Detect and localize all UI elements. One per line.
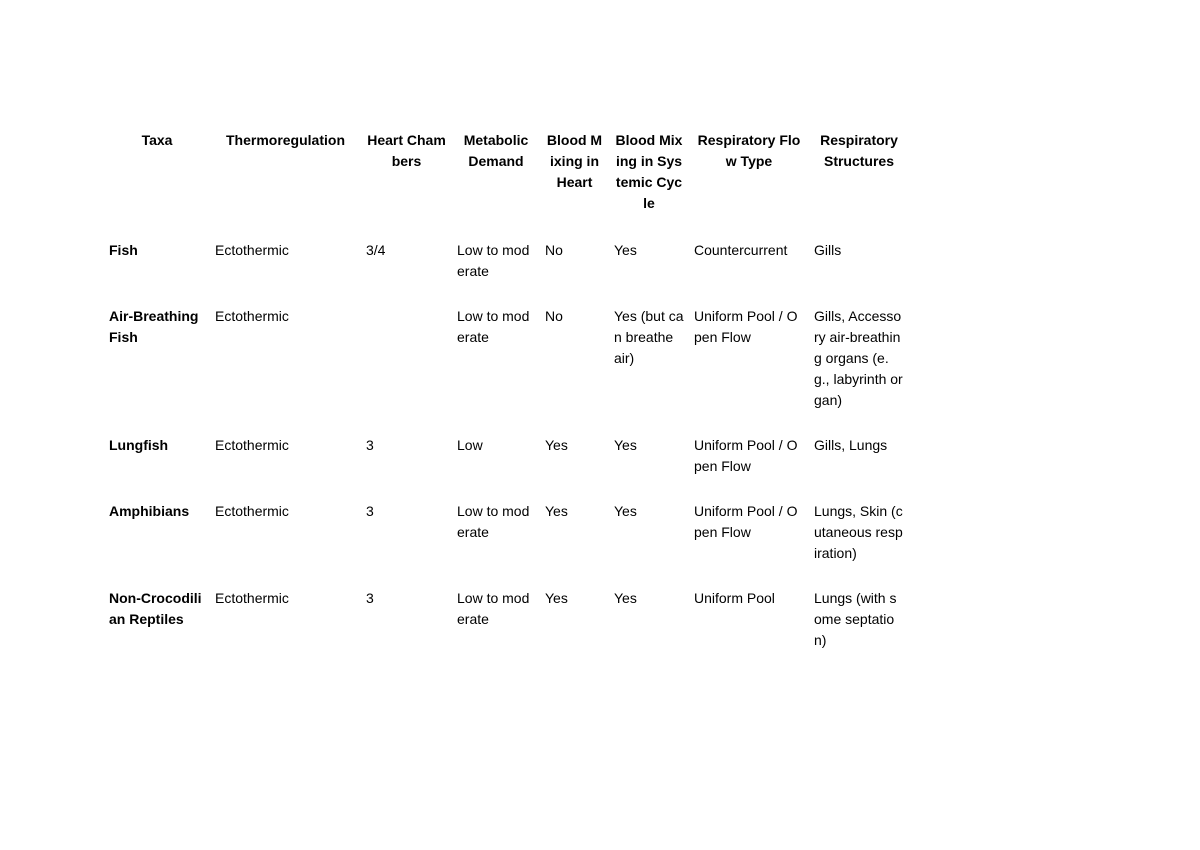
- cell-thermoregulation: Ectothermic: [215, 590, 289, 606]
- cell-thermoregulation: Ectothermic: [215, 437, 289, 453]
- cell-respiratory-flow-type: Countercurrent: [694, 242, 788, 258]
- table-row: [104, 296, 909, 425]
- cell-thermoregulation: Ectothermic: [215, 308, 289, 324]
- cell-heart-chambers: 3: [366, 437, 374, 453]
- table-row: [104, 578, 909, 665]
- cell-blood-mixing-systemic: Yes: [614, 590, 637, 606]
- cell-blood-mixing-heart: Yes: [545, 437, 568, 453]
- table-row: [104, 230, 909, 296]
- header-blood-mixing-heart: Blood Mixing in Heart: [546, 132, 603, 190]
- cell-heart-chambers: 3/4: [366, 242, 386, 258]
- header-respiratory-structures: Respiratory Structures: [820, 132, 898, 169]
- header-respiratory-flow-type: Respiratory Flow Type: [697, 132, 801, 169]
- table-body: [104, 230, 909, 665]
- header-row: [104, 128, 909, 230]
- cell-blood-mixing-heart: No: [545, 242, 563, 258]
- taxa-comparison-table: [104, 128, 909, 665]
- cell-metabolic-demand: Low to moderate: [457, 242, 530, 279]
- cell-respiratory-structures: Lungs, Skin (cutaneous respiration): [814, 503, 903, 561]
- table-row: [104, 491, 909, 578]
- cell-metabolic-demand: Low to moderate: [457, 590, 530, 627]
- cell-heart-chambers: 3: [366, 503, 374, 519]
- cell-respiratory-flow-type: Uniform Pool / Open Flow: [694, 308, 798, 345]
- cell-blood-mixing-heart: Yes: [545, 590, 568, 606]
- cell-respiratory-structures: Gills, Lungs: [814, 437, 888, 453]
- cell-taxa: Non-Crocodilian Reptiles: [109, 590, 202, 627]
- table-row: [104, 425, 909, 491]
- cell-blood-mixing-heart: No: [545, 308, 563, 324]
- cell-taxa: Air-Breathing Fish: [109, 308, 199, 345]
- cell-blood-mixing-systemic: Yes (but can breathe air): [614, 308, 684, 366]
- cell-blood-mixing-systemic: Yes: [614, 503, 637, 519]
- cell-blood-mixing-systemic: Yes: [614, 242, 637, 258]
- cell-taxa: Lungfish: [109, 437, 169, 453]
- cell-respiratory-flow-type: Uniform Pool / Open Flow: [694, 503, 798, 540]
- cell-heart-chambers: 3: [366, 590, 374, 606]
- cell-metabolic-demand: Low: [457, 437, 483, 453]
- header-heart-chambers: Heart Chambers: [367, 132, 446, 169]
- cell-respiratory-structures: Gills, Accessory air-breathing organs (e.g., labyrinth organ): [814, 308, 903, 408]
- cell-respiratory-structures: Gills: [814, 242, 842, 258]
- header-metabolic-demand: Metabolic Demand: [463, 132, 529, 169]
- header-taxa: Taxa: [141, 132, 173, 148]
- cell-respiratory-structures: Lungs (with some septation): [814, 590, 897, 648]
- cell-thermoregulation: Ectothermic: [215, 242, 289, 258]
- cell-blood-mixing-systemic: Yes: [614, 437, 637, 453]
- cell-taxa: Amphibians: [109, 503, 190, 519]
- cell-metabolic-demand: Low to moderate: [457, 503, 530, 540]
- cell-respiratory-flow-type: Uniform Pool: [694, 590, 775, 606]
- header-thermoregulation: Thermoregulation: [225, 132, 345, 148]
- cell-taxa: Fish: [109, 242, 138, 258]
- cell-thermoregulation: Ectothermic: [215, 503, 289, 519]
- header-blood-mixing-systemic: Blood Mixing in Systemic Cycle: [615, 132, 683, 211]
- cell-heart-chambers: [361, 296, 452, 425]
- table-header: [104, 128, 909, 230]
- cell-blood-mixing-heart: Yes: [545, 503, 568, 519]
- cell-metabolic-demand: Low to moderate: [457, 308, 530, 345]
- cell-respiratory-flow-type: Uniform Pool / Open Flow: [694, 437, 798, 474]
